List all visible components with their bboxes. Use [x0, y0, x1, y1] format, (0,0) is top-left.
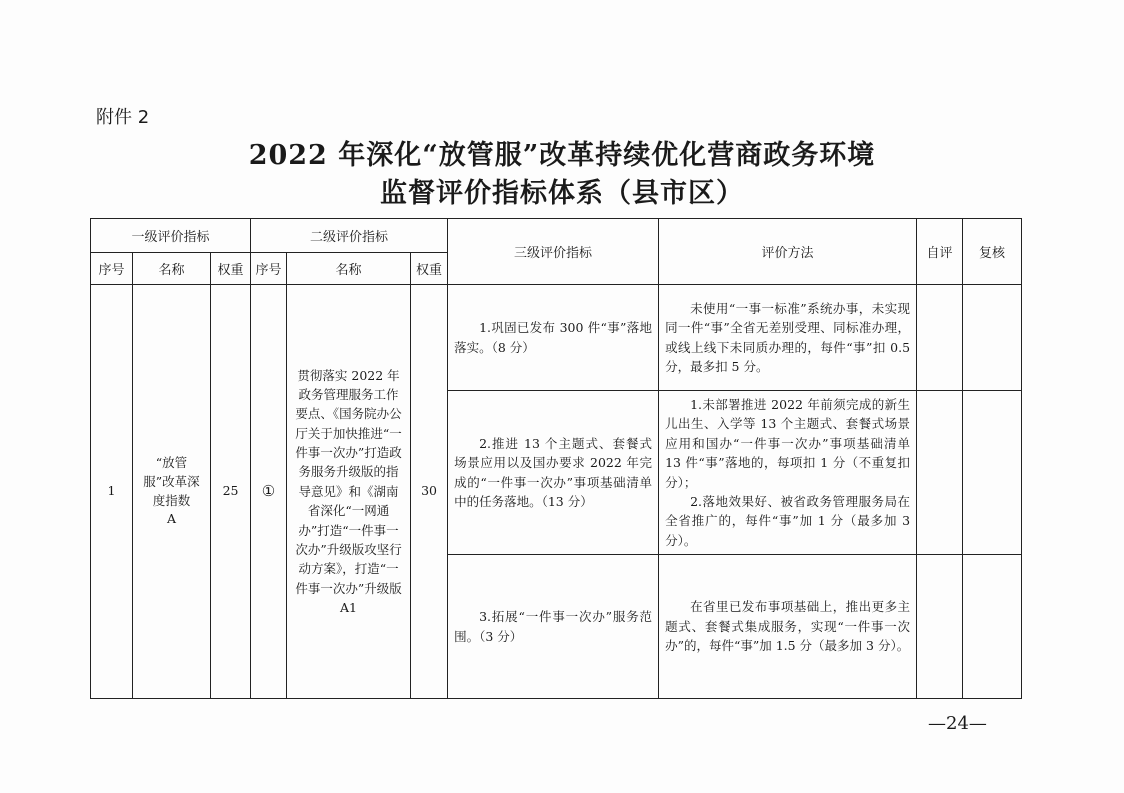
method-text-2a: 1.未部署推进 2022 年前须完成的新生儿出生、入学等 13 个主题式、套餐式场景应用和国办“一件事一次办”事项基础清单 13 件“事”落地的，每项扣 1 分（不重复扣分）； — [665, 397, 911, 490]
method-cell-2 — [659, 391, 917, 555]
method-text-3: 在省里已发布事项基础上，推出更多主题式、套餐式集成服务，实现“一件事一次办”的，每件“事”加 1.5 分（最多加 3 分）。 — [665, 599, 911, 654]
level3-cell-1 — [448, 285, 659, 391]
level3-text-1: 1.巩固已发布 300 件“事”落地落实。（8 分） — [454, 320, 653, 355]
header-name: 名称 — [133, 253, 211, 285]
l1-name: “放管服”改革深度指数 — [143, 455, 200, 508]
header-review: 复核 — [963, 219, 1022, 285]
indicator-table — [90, 218, 1022, 699]
l2-weight-cell: 30 — [411, 285, 448, 699]
table-row — [91, 285, 1022, 391]
level3-text-2: 2.推进 13 个主题式、套餐式场景应用以及国办要求 2022 年完成的“一件事一次办”事项基础清单中的任务落地。（13 分） — [454, 435, 653, 509]
header-level2: 二级评价指标 — [251, 219, 448, 253]
page-number: —24— — [928, 713, 987, 734]
header-level3: 三级评价指标 — [448, 219, 659, 285]
document-title-line1: 2022 年深化“放管服”改革持续优化营商政务环境 — [248, 140, 876, 171]
review-cell-1[interactable] — [963, 285, 1022, 391]
l2-code: A1 — [340, 600, 358, 616]
review-cell-2[interactable] — [963, 391, 1022, 555]
header-name2: 名称 — [287, 253, 411, 285]
header-weight: 权重 — [211, 253, 251, 285]
header-level1: 一级评价指标 — [91, 219, 251, 253]
l1-seq-cell: 1 — [91, 285, 133, 699]
self-eval-cell-2[interactable] — [917, 391, 963, 555]
header-row-1 — [91, 219, 1022, 253]
header-weight2: 权重 — [411, 253, 448, 285]
l1-name-cell — [133, 285, 211, 699]
header-seq: 序号 — [91, 253, 133, 285]
level3-cell-3 — [448, 555, 659, 699]
method-cell-1 — [659, 285, 917, 391]
review-cell-3[interactable] — [963, 555, 1022, 699]
level3-cell-2 — [448, 391, 659, 555]
self-eval-cell-1[interactable] — [917, 285, 963, 391]
l2-name: 贯彻落实 2022 年政务管理服务工作要点、《国务院办公厅关于加快推进“一件事一次办”打造政务服务升级版的指导意见》和《湖南省深化“一网通办”打造“一件事一次办”升级版攻坚行动方案》，打造“一件事一次办”升级版 — [295, 367, 402, 596]
l1-weight-cell: 25 — [211, 285, 251, 699]
attachment-label: 附件 2 — [96, 107, 150, 128]
level3-text-3: 3.拓展“一件事一次办”服务范围。（3 分） — [454, 609, 653, 644]
l1-code: A — [166, 511, 177, 527]
method-text-2b: 2.落地效果好、被省政务管理服务局在全省推广的，每件“事”加 1 分（最多加 3 分）。 — [665, 493, 911, 548]
document-title-line2: 监督评价指标体系（县市区） — [380, 178, 744, 209]
header-self-eval: 自评 — [917, 219, 963, 285]
header-method: 评价方法 — [659, 219, 917, 285]
method-cell-3 — [659, 555, 917, 699]
method-text-1: 未使用“一事一标准”系统办事，未实现同一件“事”全省无差别受理、同标准办理，或线上线下未同质办理的，每件“事”扣 0.5 分，最多扣 5 分。 — [665, 300, 911, 374]
l2-name-cell — [287, 285, 411, 699]
self-eval-cell-3[interactable] — [917, 555, 963, 699]
l2-seq-cell: ① — [251, 285, 287, 699]
header-seq2: 序号 — [251, 253, 287, 285]
